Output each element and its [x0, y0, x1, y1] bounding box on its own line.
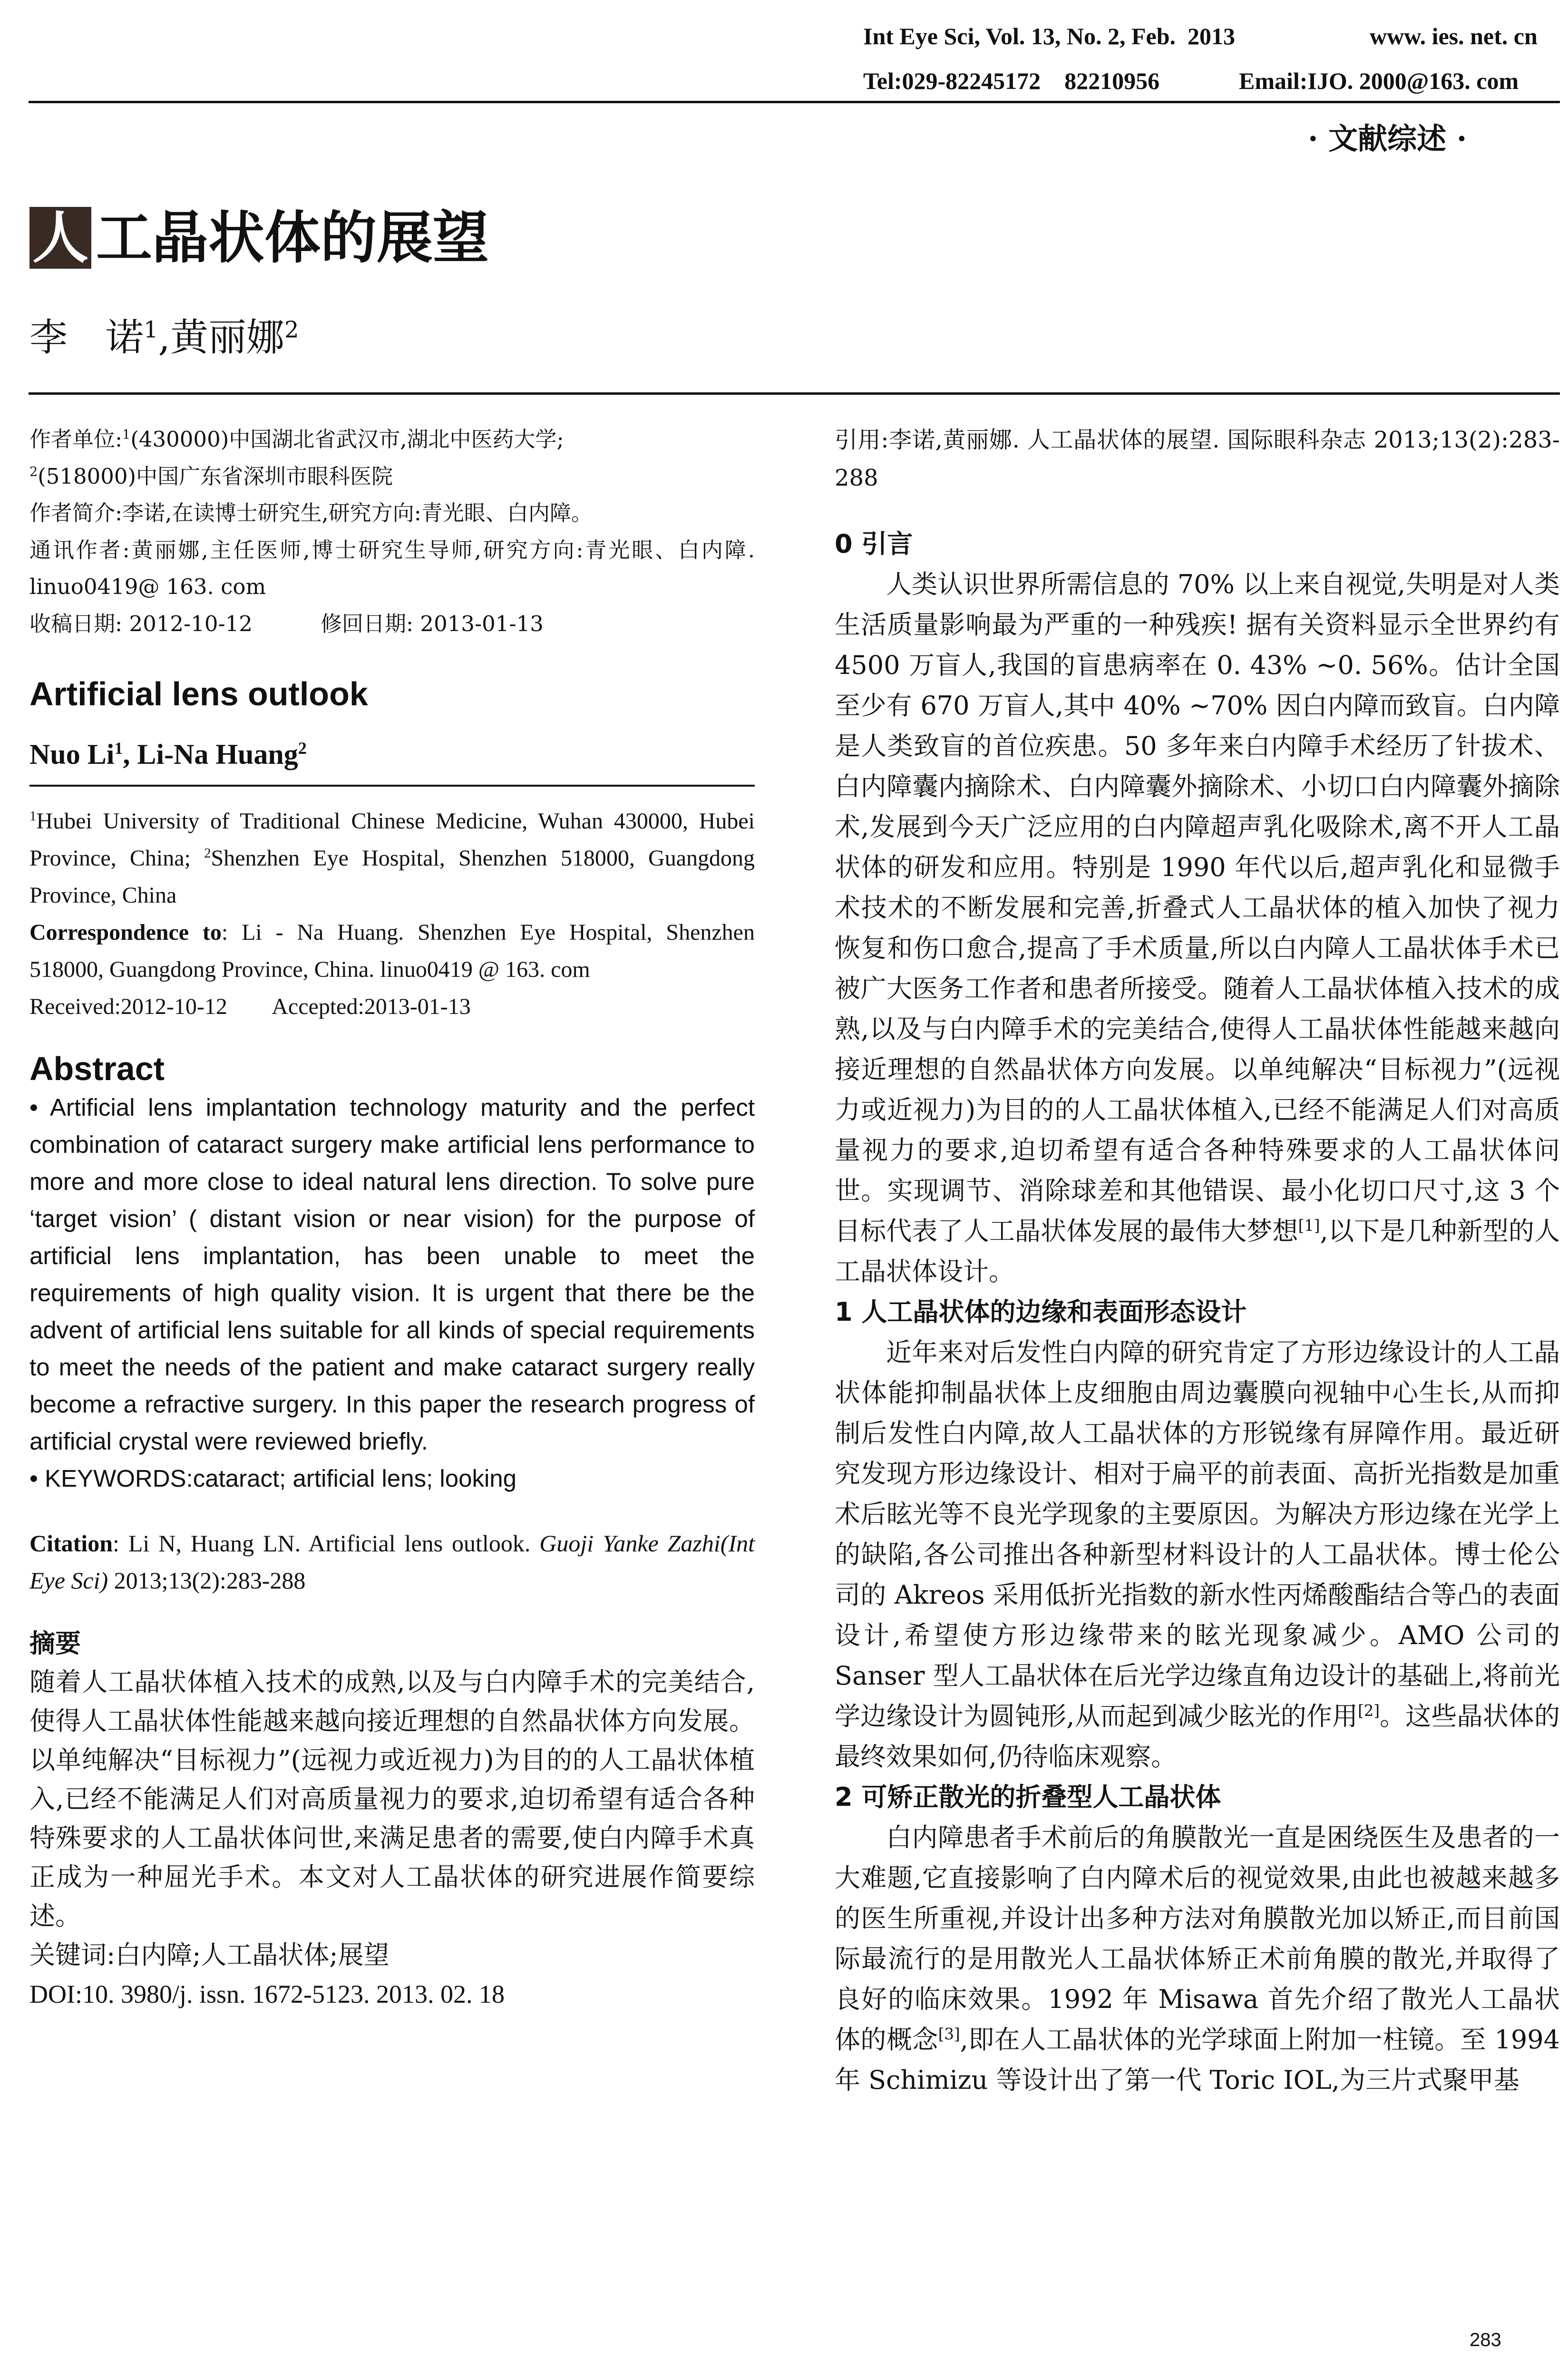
abstract-heading: Abstract [29, 1050, 165, 1087]
english-affiliations-block [29, 803, 755, 1025]
english-affil-rule [29, 785, 755, 787]
chinese-metadata [29, 421, 755, 642]
column-tag: · 文献综述 · [1308, 121, 1467, 156]
left-column [29, 421, 755, 2014]
author-bio: 作者简介:李诺,在读博士研究生,研究方向:青光眼、白内障。 [29, 500, 593, 526]
english-citation: Citation: Li N, Huang LN. Artificial lens outlook. Guoji Yanke Zazhi(Int Eye Sci) 2013;13(2):283-288 [29, 1530, 755, 1594]
english-dates: Received:2012-10-12 Accepted:2013-01-13 [29, 994, 471, 1019]
doi: DOI:10. 3980/j. issn. 1672-5123. 2013. 02. 18 [29, 1980, 505, 2008]
article-title [29, 207, 489, 269]
english-affiliations: $^1$Hubei University of Traditional Chinese Medicine, Wuhan 430000, Hubei Province, China; $^2$Shenzhen Eye Hospital, Shenzhen 518000, Guangdong Province, China [29, 809, 755, 908]
english-correspondence: Correspondence to: Li - Na Huang. Shenzhen Eye Hospital, Shenzhen 518000, Guangdong Province, China. linuo0419 @ 163. com [29, 920, 755, 982]
title-text: 工晶状体的展望 [96, 205, 489, 271]
section-0-body: 人类认识世界所需信息的 70% 以上来自视觉,失明是对人类生活质量影响最为严重的一种残疾! 据有关资料显示全世界约有 4500 万盲人,我国的盲患病率在 0. 43% ~0. 56%。估计全国至少有 670 万盲人,其中 40% ~70% 因白内障而致盲。白内障是人类致盲的首位疾患。50 多年来白内障手术经历了针拔术、白内障囊内摘除术、白内障囊外摘除术、小切口白内障囊外摘除术,发展到今天广泛应用的白内障超声乳化吸除术,离不开人工晶状体的研发和应用。特别是 1990 年代以后,超声乳化和显微手术技术的不断发展和完善,折叠式人工晶状体的植入加快了视力恢复和伤口愈合,提高了手术质量,所以白内障人工晶状体手术已被广大医务工作者和患者所接受。随着人工晶状体植入技术的成熟,以及与白内障手术的完美结合,使得人工晶状体性能越来越向接近理想的自然晶状体方向发展。以单纯解决“目标视力”(远视力或近视力)为目的的人工晶状体植入,已经不能满足人们对高质量视力的要求,迫切希望有适合各种特殊要求的人工晶状体问世。实现调节、消除球差和其他错误、最小化切口尺寸,这 3 个目标代表了人工晶状体发展的最伟大梦想[1],以下是几种新型的人工晶状体设计。 [835, 569, 1560, 1286]
reference-1: [1] [1298, 1217, 1320, 1235]
english-authors: Nuo Li$^1$, Li-Na Huang$^2$ [29, 739, 307, 770]
english-title: Artificial lens outlook [29, 675, 368, 712]
chinese-keywords: 关键词:白内障;人工晶状体;展望 [29, 1940, 390, 1970]
author-name-1: 李 诺 [29, 315, 144, 360]
received-date: 收稿日期: 2012-10-12 [29, 611, 253, 636]
corresponding-author: 通讯作者:黄丽娜,主任医师,博士研究生导师,研究方向:青光眼、白内障. linuo0419@ 163. com [29, 537, 755, 599]
section-2-heading: 2 可矫正散光的折叠型人工晶状体 [835, 1782, 1221, 1812]
section-1-body: 近年来对后发性白内障的研究肯定了方形边缘设计的人工晶状体能抑制晶状体上皮细胞由周边囊膜向视轴中心生长,从而抑制后发性白内障,故人工晶状体的方形锐缘有屏障作用。最近研究发现方形边缘设计、相对于扁平的前表面、高折光指数是加重术后眩光等不良光学现象的主要原因。为解决方形边缘在光学上的缺陷,各公司推出各种新型材料设计的人工晶状体。博士伦公司的 Akreos 采用低折光指数的新水性丙烯酸酯结合等凸的表面设计,希望使方形边缘带来的眩光现象减少。AMO 公司的 Sanser 型人工晶状体在后光学边缘直角边设计的基础上,将前光学边缘设计为圆钝形,从而起到减少眩光的作用[2]。这些晶状体的最终效果如何,仍待临床观察。 [835, 1337, 1560, 1772]
author-affil-sup-1: 1 [144, 316, 158, 343]
section-1-heading: 1 人工晶状体的边缘和表面形态设计 [835, 1297, 1247, 1327]
journal-email: Email:IJO. 2000@163. com [1239, 68, 1519, 94]
author-line [29, 314, 299, 361]
english-abstract: • Artificial lens implantation technology maturity and the perfect combination of cataract surgery make artificial lens performance to more and more close to ideal natural lens direction. To solve pure ‘target vision’ ( distant vision or near vision) for the purpose of artificial lens implantation, has been unable to meet the requirements of high quality vision. It is urgent that there be the advent of artificial lens suitable for all kinds of special requirements to meet the needs of the patient and make cataract surgery really become a refractive surgery. In this paper the research progress of artificial crystal were reviewed briefly. [29, 1094, 755, 1455]
reference-3: [3] [938, 2025, 960, 2043]
title-block-rule [29, 392, 1560, 395]
chinese-abstract-heading: 摘要 [29, 1628, 81, 1658]
journal-telephone: Tel:029-82245172 82210956 [863, 68, 1160, 94]
reference-2: [2] [1358, 1702, 1380, 1720]
revised-date: 修回日期: 2013-01-13 [320, 611, 544, 636]
right-column [835, 421, 1560, 2100]
author-name-2: 黄丽娜 [170, 315, 284, 360]
journal-citation-header: Int Eye Sci, Vol. 13, No. 2, Feb. 2013 [863, 23, 1236, 49]
title-drop-cap: 人 [29, 207, 91, 269]
header-rule [29, 101, 1560, 103]
dates-line [29, 605, 755, 643]
chinese-abstract: 随着人工晶状体植入技术的成熟,以及与白内障手术的完美结合,使得人工晶状体性能越来越向接近理想的自然晶状体方向发展。以单纯解决“目标视力”(远视力或近视力)为目的的人工晶状体植入,已经不能满足人们对高质量视力的要求,迫切希望有适合各种特殊要求的人工晶状体问世,来满足患者的需要,使白内障手术真正成为一种屈光手术。本文对人工晶状体的研究进展作简要综述。 [29, 1667, 755, 1931]
journal-website: www. ies. net. cn [1370, 23, 1538, 49]
english-keywords: • KEYWORDS:cataract; artificial lens; looking [29, 1465, 517, 1492]
section-2-body: 白内障患者手术前后的角膜散光一直是困绕医生及患者的一大难题,它直接影响了白内障术后的视觉效果,由此也被越来越多的医生所重视,并设计出多种方法对角膜散光加以矫正,而目前国际最流行的是用散光人工晶状体矫正术前角膜的散光,并取得了良好的临床效果。1992 年 Misawa 首先介绍了散光人工晶状体的概念[3],即在人工晶状体的光学球面上附加一柱镜。至 1994 年 Schimizu 等设计出了第一代 Toric IOL,为三片式聚甲基 [835, 1822, 1560, 2095]
author-affiliations: 作者单位:$^1$(430000)中国湖北省武汉市,湖北中医药大学; $^2$(518000)中国广东省深圳市眼科医院 [29, 427, 564, 489]
author-affil-sup-2: 2 [284, 316, 299, 343]
section-0-heading: 0 引言 [835, 529, 913, 559]
chinese-citation: 引用:李诺,黄丽娜. 人工晶状体的展望. 国际眼科杂志 2013;13(2):283-288 [835, 427, 1560, 491]
page-number: 283 [1470, 2329, 1501, 2350]
author-separator: , [158, 315, 170, 360]
